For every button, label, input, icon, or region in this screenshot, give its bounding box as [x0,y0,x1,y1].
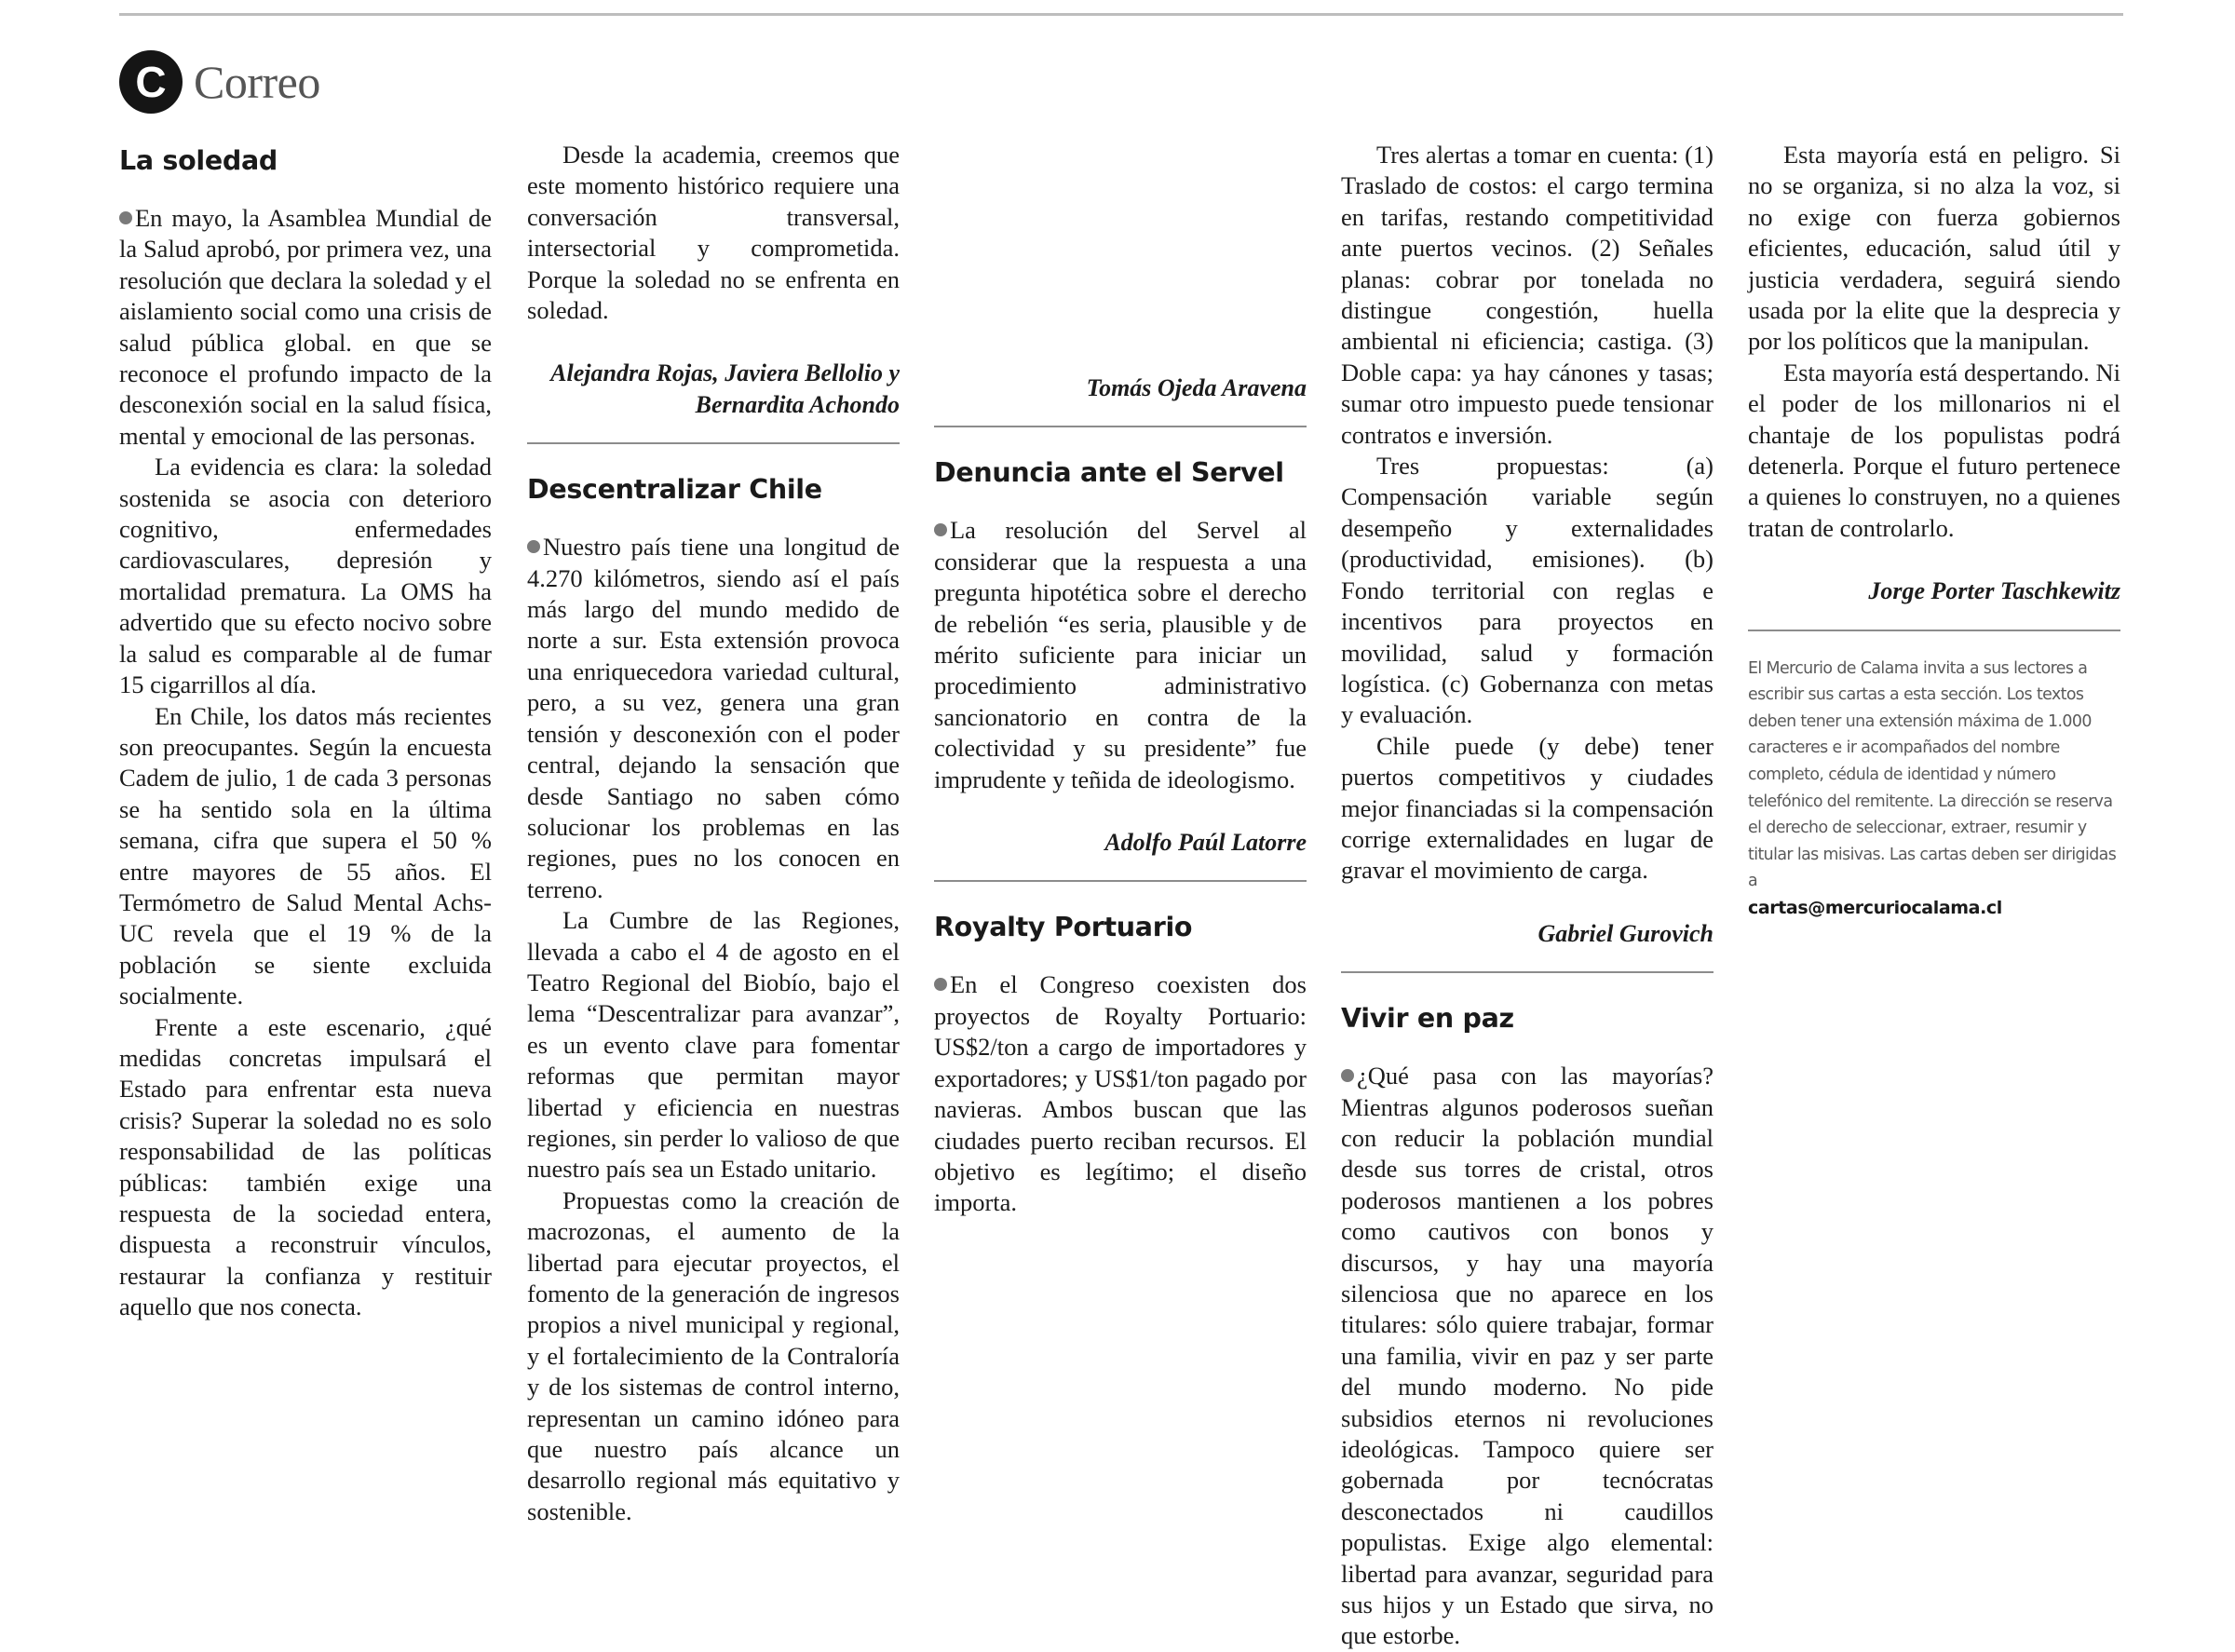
section-header [119,45,320,119]
column-4 [1341,140,1714,1652]
bullet-icon [527,540,540,553]
letter-paragraph: En el Congreso coexisten dos proyectos de Royalty Portuario: US$2/ton a cargo de importadores y exportadores; y US$1/ton pagado por navieras. Ambos buscan que las ciudades puerto reciban recursos. El objetivo es legítimo; el diseño importa. [934,970,1307,1217]
section-logo: C [119,50,183,114]
letter-title-paz: Vivir en paz [1341,1003,1514,1035]
letter-paragraph: Chile puede (y debe) tener puertos competitivos y ciudades mejor financiadas si la compensación corrige externalidades en lugar de gravar el movimiento de carga. [1341,731,1714,885]
letter-paragraph: Tres alertas a tomar en cuenta: (1) Traslado de costos: el cargo termina en tarifas, restando competitividad ante puertos vecinos. (2) Señales planas: cobrar por tonelada no distingue congestión, huella ambiental ni eficiencia; castiga. (3) Doble capa: ya hay cánones y tasas; sumar otro impuesto puede tensionar contratos e inversión. [1341,141,1714,449]
letter-paragraph: ¿Qué pasa con las mayorías? Mientras algunos poderosos sueñan con reducir la población mundial desde sus torres de cristal, otros poderosos mantienen a los pobres como cautivos con bonos y discursos, y hay una mayoría silenciosa que no aparece en los titulares: sólo quiere trabajar, formar una familia, vivir en paz y ser parte del mundo moderno. No pide subsidios eternos ni revoluciones ideológicas. Tampoco quiere ser gobernada por tecnócratas desconectados ni caudillos populistas. Exige algo elemental: libertad para avanzar, seguridad para sus hijos y un Estado que sirva, no que estorbe. [1341,1062,1714,1650]
letter-title-soledad: La soledad [119,145,278,176]
divider [934,426,1307,427]
bullet-icon [1341,1069,1354,1082]
letter-paragraph: Frente a este escenario, ¿qué medidas concretas impulsará el Estado para enfrentar esta nueva crisis? Superar la soledad no es solo responsabilidad de las políticas públicas: también exige una respuesta de la sociedad entera, dispuesta a reconstruir vínculos, restaurar la confianza y restituir aquello que nos conecta. [119,1012,492,1321]
letter-title-royalty: Royalty Portuario [934,912,1193,943]
letter-paragraph: Esta mayoría está despertando. Ni el poder de los millonarios ni el chantaje de los populistas podrá detenerla. Porque el futuro pertenece a quienes lo construyen, no a quienes tratan de controlarlo. [1748,358,2120,542]
divider [934,880,1307,882]
letter-paragraph: En Chile, los datos más recientes son preocupantes. Según la encuesta Cadem de julio, 1 de cada 3 personas se ha sentido sola en la última semana, cifra que supera el 50 % entre mayores de 55 años. El Termómetro de Salud Mental Achs-UC revela que el 19 % de la población se siente excluida socialmente. [119,701,492,1010]
letter-paragraph: Nuestro país tiene una longitud de 4.270 kilómetros, siendo así el país más largo del mundo medido de norte a sur. Esta extensión provoca una enriquecedora variedad cultural, pero, a su vez, genera una gran tensión y desconexión con el poder central, dejando la sensación que desde Santiago no saben cómo solucionar los problemas en las regiones, pues no los conocen en terreno. [527,533,900,903]
letter-paragraph: La Cumbre de las Regiones, llevada a cabo el 4 de agosto en el Teatro Regional del Biobío, bajo el lema “Descentralizar para avanzar”, es un evento clave para fomentar reformas que permitan mayor libertad y eficiencia en nuestras regiones, sin perder lo valioso de que nuestro país sea un Estado unitario. [527,906,900,1184]
bullet-icon [119,211,132,224]
letter-title-servel: Denuncia ante el Servel [934,457,1284,489]
bullet-icon [934,978,947,991]
letter-signature: Gabriel Gurovich [1537,919,1714,947]
letter-title-descentralizar: Descentralizar Chile [527,474,822,506]
top-rule [119,13,2123,16]
column-2 [527,140,900,1527]
section-title: Correo [194,56,320,108]
submission-note: El Mercurio de Calama invita a sus lectores a escribir sus cartas a esta sección. Los textos deben tener una extensión máxima de 1.000 caracteres e ir acompañados del nombre completo, cédula de identidad y número telefónico del remitente. La dirección se reserva el derecho de seleccionar, extraer, resumir y titular las misivas. Las cartas deben ser dirigidas a cartas@mercuriocalama.cl [1748,658,2117,919]
letter-paragraph: La evidencia es clara: la soledad sostenida se asocia con deterioro cognitivo, enfermedades cardiovasculares, depresión y mortalidad prematura. La OMS ha advertido que su efecto nocivo sobre la salud es comparable al de fumar 15 cigarrillos al día. [119,453,492,699]
letter-paragraph: La resolución del Servel al considerar que la respuesta a una pregunta hipotética sobre el derecho de rebelión “es seria, plausible y de mérito suficiente para iniciar un procedimiento administrativo sancionatorio en contra de la colectividad y su presidente” fue imprudente y teñida de ideologismo. [934,516,1307,793]
divider [1341,971,1714,973]
letter-signature: Alejandra Rojas, Javiera Bellolio y Bernardita Achondo [550,359,900,418]
contact-email[interactable]: cartas@mercuriocalama.cl [1748,898,2002,919]
letter-signature: Tomás Ojeda Aravena [1086,374,1307,401]
column-1 [119,140,492,1323]
letter-paragraph: En mayo, la Asamblea Mundial de la Salud aprobó, por primera vez, una resolución que declara la soledad y el aislamiento social como una crisis de salud pública global. en que se reconoce el profundo impacto de la desconexión social en la salud física, mental y emocional de las personas. [119,204,492,450]
column-3-content [934,140,1307,1219]
divider [527,442,900,444]
column-5 [1748,140,2120,923]
bullet-icon [934,523,947,536]
letter-paragraph: Propuestas como la creación de macrozonas, el aumento de la libertad para ejecutar proyectos, el fomento de la generación de ingresos propios a nivel municipal y regional, y el fortalecimiento de la Contraloría y de los sistemas de control interno, representan un camino idóneo para que nuestro país alcance un desarrollo regional más equitativo y sostenible. [527,1185,900,1525]
letter-paragraph: Esta mayoría está en peligro. Si no se organiza, si no alza la voz, si no exige con fuerza gobiernos eficientes, educación, salud útil y justicia verdadera, seguirá siendo usada por la elite que la desprecia y por los políticos que la manipulan. [1748,141,2120,356]
letter-signature: Adolfo Paúl Latorre [1104,829,1307,857]
letter-signature: Jorge Porter Taschkewitz [1868,577,2120,605]
divider [1748,630,2120,631]
letter-paragraph: Tres propuestas: (a) Compensación variable según desempeño y externalidades (productividad, emisiones). (b) Fondo territorial con reglas e incentivos para proyectos en movilidad, salud y formación logística. (c) Gobernanza con metas y evaluación. [1341,452,1714,729]
letter-paragraph: Desde la academia, creemos que este momento histórico requiere una conversación transversal, intersectorial y comprometida. Porque la soledad no se enfrenta en soledad. [527,141,900,325]
